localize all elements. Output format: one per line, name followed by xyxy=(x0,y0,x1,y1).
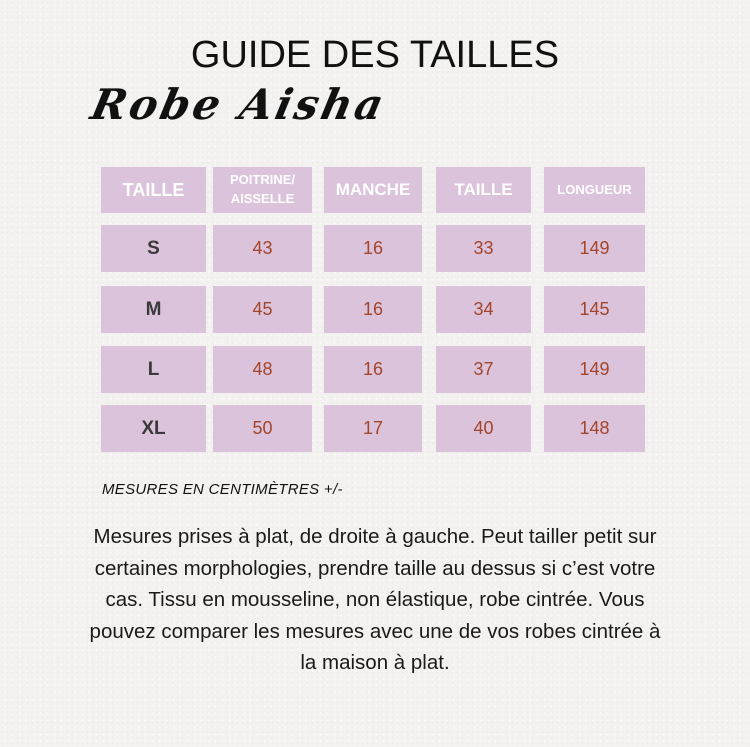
size-cell: L xyxy=(101,346,206,393)
measurement-value: 45 xyxy=(213,286,312,333)
header-chest: POITRINE/ AISSELLE xyxy=(213,167,312,213)
header-size: TAILLE xyxy=(101,167,206,213)
size-cell: S xyxy=(101,225,206,272)
header-length: LONGUEUR xyxy=(544,167,645,213)
measurement-value: 16 xyxy=(324,225,422,272)
measurement-value: 149 xyxy=(544,225,645,272)
measurement-value: 43 xyxy=(213,225,312,272)
measurement-value: 16 xyxy=(324,286,422,333)
size-cell: XL xyxy=(101,405,206,452)
header-sleeve: MANCHE xyxy=(324,167,422,213)
measurement-value: 149 xyxy=(544,346,645,393)
product-name: Robe Aisha xyxy=(86,80,391,129)
measurement-value: 37 xyxy=(436,346,531,393)
measurement-value: 34 xyxy=(436,286,531,333)
size-cell: M xyxy=(101,286,206,333)
measurement-value: 17 xyxy=(324,405,422,452)
header-waist: TAILLE xyxy=(436,167,531,213)
measurement-value: 40 xyxy=(436,405,531,452)
measurement-value: 48 xyxy=(213,346,312,393)
measurement-unit-note: MESURES EN CENTIMÈTRES +/- xyxy=(102,481,343,498)
page-title: GUIDE DES TAILLES xyxy=(190,34,560,76)
measurement-value: 145 xyxy=(544,286,645,333)
measurement-value: 148 xyxy=(544,405,645,452)
measurement-value: 33 xyxy=(436,225,531,272)
measurement-value: 16 xyxy=(324,346,422,393)
measurement-description: Mesures prises à plat, de droite à gauche. Peut tailler petit sur certaines morphologies, prendre taille au dessus si c’est votre cas. Tissu en mousseline, non élastique, robe cintrée. Vous pouvez comparer les mesures avec une de vos robes cintrée à la maison à plat. xyxy=(89,525,661,674)
measurement-value: 50 xyxy=(213,405,312,452)
